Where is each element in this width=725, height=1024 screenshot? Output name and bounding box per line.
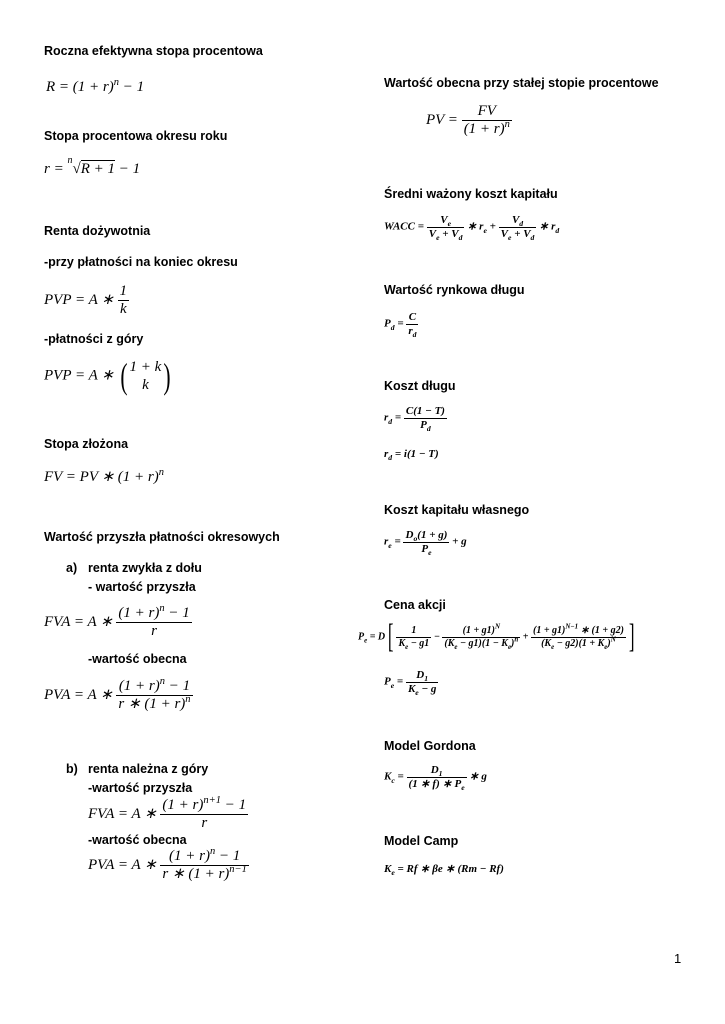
formula-roczna-stopa: $R = (1 + r)^n - 1$ (46, 77, 145, 95)
formula-pvp-koniec: PVP = A ∗ $\frac{1}{k}$ (44, 283, 128, 318)
heading-wartosc-rynkowa: Wartość rynkowa długu (384, 283, 525, 297)
formula-rd-2: $r_d = i(1 - T)$ (384, 448, 439, 463)
formula-pd: $P_d$ = $\frac{C}{r_d}$ (384, 311, 417, 339)
label-koniec-okresu: -przy płatności na koniec okresu (44, 255, 238, 269)
heading-wacc: Średni ważony koszt kapitału (384, 187, 558, 201)
heading-stopa-zlozona: Stopa złożona (44, 437, 129, 451)
item-a-label: renta zwykła z dołu (88, 561, 202, 575)
formula-camp: $K_e = Rf$ ∗ βe ∗ (Rm − Rf) (384, 863, 504, 878)
formula-stopa-okresu: r = $^n$√R + 1 − 1 (44, 155, 141, 177)
heading-stopa-okresu: Stopa procentowa okresu roku (44, 129, 228, 143)
item-b-marker: b) (66, 762, 78, 776)
label-z-gory: -płatności z góry (44, 332, 144, 346)
formula-re: $r_e$ = $\frac{D_o(1 + g)}{P_e}$ + g (384, 529, 467, 557)
heading-cena-akcji: Cena akcji (384, 598, 446, 612)
formula-fva-b: FVA = A ∗ $\frac{(1 + r)^{n+1} - 1}{r}$ (88, 795, 247, 832)
formula-pv: PV = $\frac{FV}{(1 + r)^n}$ (426, 103, 510, 138)
item-a-marker: a) (66, 561, 78, 575)
item-b-label: renta należna z góry (88, 762, 209, 776)
formula-pe-d1: $P_e$ = $\frac{D_1}{K_e - g}$ (384, 669, 437, 697)
heading-wartosc-obecna: Wartość obecna przy stałej stopie procentowe (384, 76, 659, 90)
item-a-fv-label: - wartość przyszła (88, 580, 196, 594)
heading-koszt-dlugu: Koszt długu (384, 379, 456, 393)
formula-wacc: WACC = $\frac{V_e}{V_e + V_d}$ ∗ $r_e$ + $\frac{V_d}{V_e + V_d}$ ∗ $r_d$ (384, 214, 560, 242)
heading-model-gordona: Model Gordona (384, 739, 476, 753)
formula-rd-1: $r_d$ = $\frac{C(1 - T)}{P_d}$ (384, 405, 445, 433)
heading-koszt-kapitalu: Koszt kapitału własnego (384, 503, 530, 517)
formula-pva-a: PVA = A ∗ $\frac{(1 + r)^n - 1}{r ∗ (1 + r)^n}$ (44, 676, 191, 713)
heading-model-camp: Model Camp (384, 834, 459, 848)
item-b-fv-label: -wartość przyszła (88, 781, 193, 795)
formula-gordona: $K_c$ = $\frac{D_1}{(1 ∗ f) ∗ P_e}$ ∗ g (384, 764, 487, 792)
formula-pvp-z-gory: PVP = A ∗ ( 1 + k k ) (44, 356, 171, 396)
formula-fva-a: FVA = A ∗ $\frac{(1 + r)^n - 1}{r}$ (44, 603, 190, 640)
heading-wartosc-przyszla: Wartość przyszła płatności okresowych (44, 530, 280, 544)
formula-cena-akcji: $P_e = D$[ $\frac{1}{K_e - g1}$ − $\frac{(1 + g1)^N}{(K_e - g1)(1 - K_e)^n}$ + $\frac{(1 + g1)^{N-1} ∗ (1 + g2)}{(K_e - g2)(1 + K_e)^N}$ ] (358, 618, 635, 655)
item-a-pv-label: -wartość obecna (88, 652, 187, 666)
formula-stopa-zlozona: FV = PV ∗ $(1 + r)^n$ (44, 467, 164, 485)
heading-renta-dozywotnia: Renta dożywotnia (44, 224, 151, 238)
page-number: 1 (674, 951, 682, 966)
heading-roczna-stopa: Roczna efektywna stopa procentowa (44, 44, 263, 58)
item-b-pv-label: -wartość obecna (88, 833, 187, 847)
formula-pva-b: PVA = A ∗ $\frac{(1 + r)^n - 1}{r ∗ (1 + r)^{n-1}}$ (88, 846, 247, 883)
